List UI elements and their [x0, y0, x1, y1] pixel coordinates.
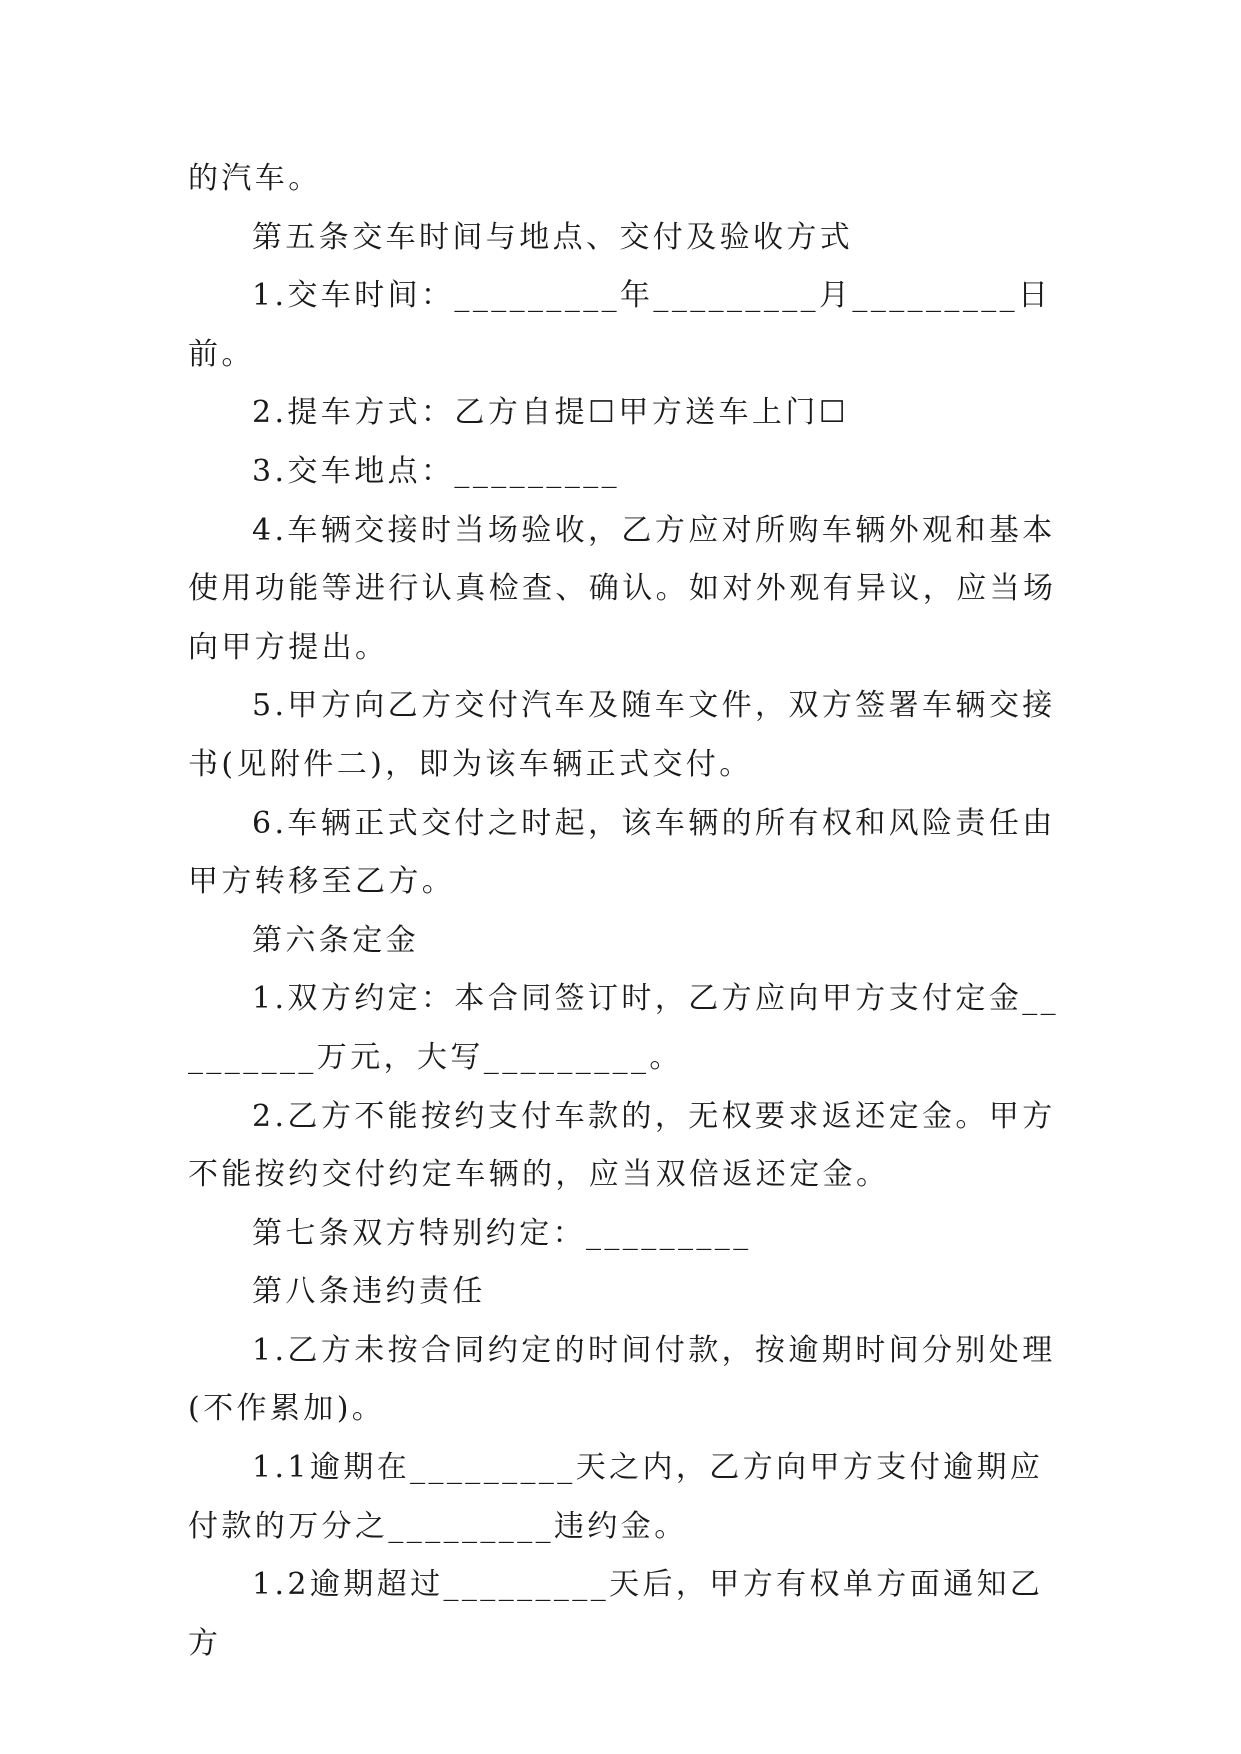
clause-delivery-location: 3.交车地点：_________: [252, 453, 621, 489]
section-heading-article-6: 第六条定金: [252, 922, 419, 958]
clause-inspection: 4.车辆交接时当场验收，乙方应对所购车辆外观和基本使用功能等进行认真检查、确认。如对外观有异议，应当场向甲方提出。: [188, 512, 1057, 665]
section-heading-article-5: 第五条交车时间与地点、交付及验收方式: [252, 219, 854, 255]
paragraph-continuation: 的汽车。: [188, 161, 322, 196]
section-heading-article-7: 第七条双方特别约定：_________: [252, 1215, 752, 1251]
clause-pickup-method: 2.提车方式：乙方自提☐甲方送车上门☐: [252, 395, 850, 431]
clause-deposit-amount: 1.双方约定：本合同签订时，乙方应向甲方支付定金_________万元，大写_________。: [188, 981, 1060, 1075]
document-body: [188, 150, 1060, 1673]
clause-late-payment: 1.乙方未按合同约定的时间付款，按逾期时间分别处理(不作累加)。: [188, 1332, 1056, 1427]
clause-late-payment-1-2: 1.2逾期超过_________天后，甲方有权单方面通知乙方: [188, 1567, 1044, 1661]
clause-late-payment-1-1: 1.1逾期在_________天之内，乙方向甲方支付逾期应付款的万分之_________违约金。: [188, 1450, 1044, 1544]
clause-ownership-transfer: 6.车辆正式交付之时起，该车辆的所有权和风险责任由甲方转移至乙方。: [188, 805, 1056, 900]
clause-delivery-time: 1.交车时间：_________年_________月_________日前。: [188, 278, 1052, 372]
clause-handover-documents: 5.甲方向乙方交付汽车及随车文件，双方签署车辆交接书(见附件二)，即为该车辆正式交付。: [188, 688, 1056, 782]
section-heading-article-8: 第八条违约责任: [252, 1274, 486, 1310]
clause-deposit-forfeit: 2.乙方不能按约支付车款的，无权要求返还定金。甲方不能按约交付约定车辆的，应当双倍返还定金。: [188, 1098, 1056, 1193]
